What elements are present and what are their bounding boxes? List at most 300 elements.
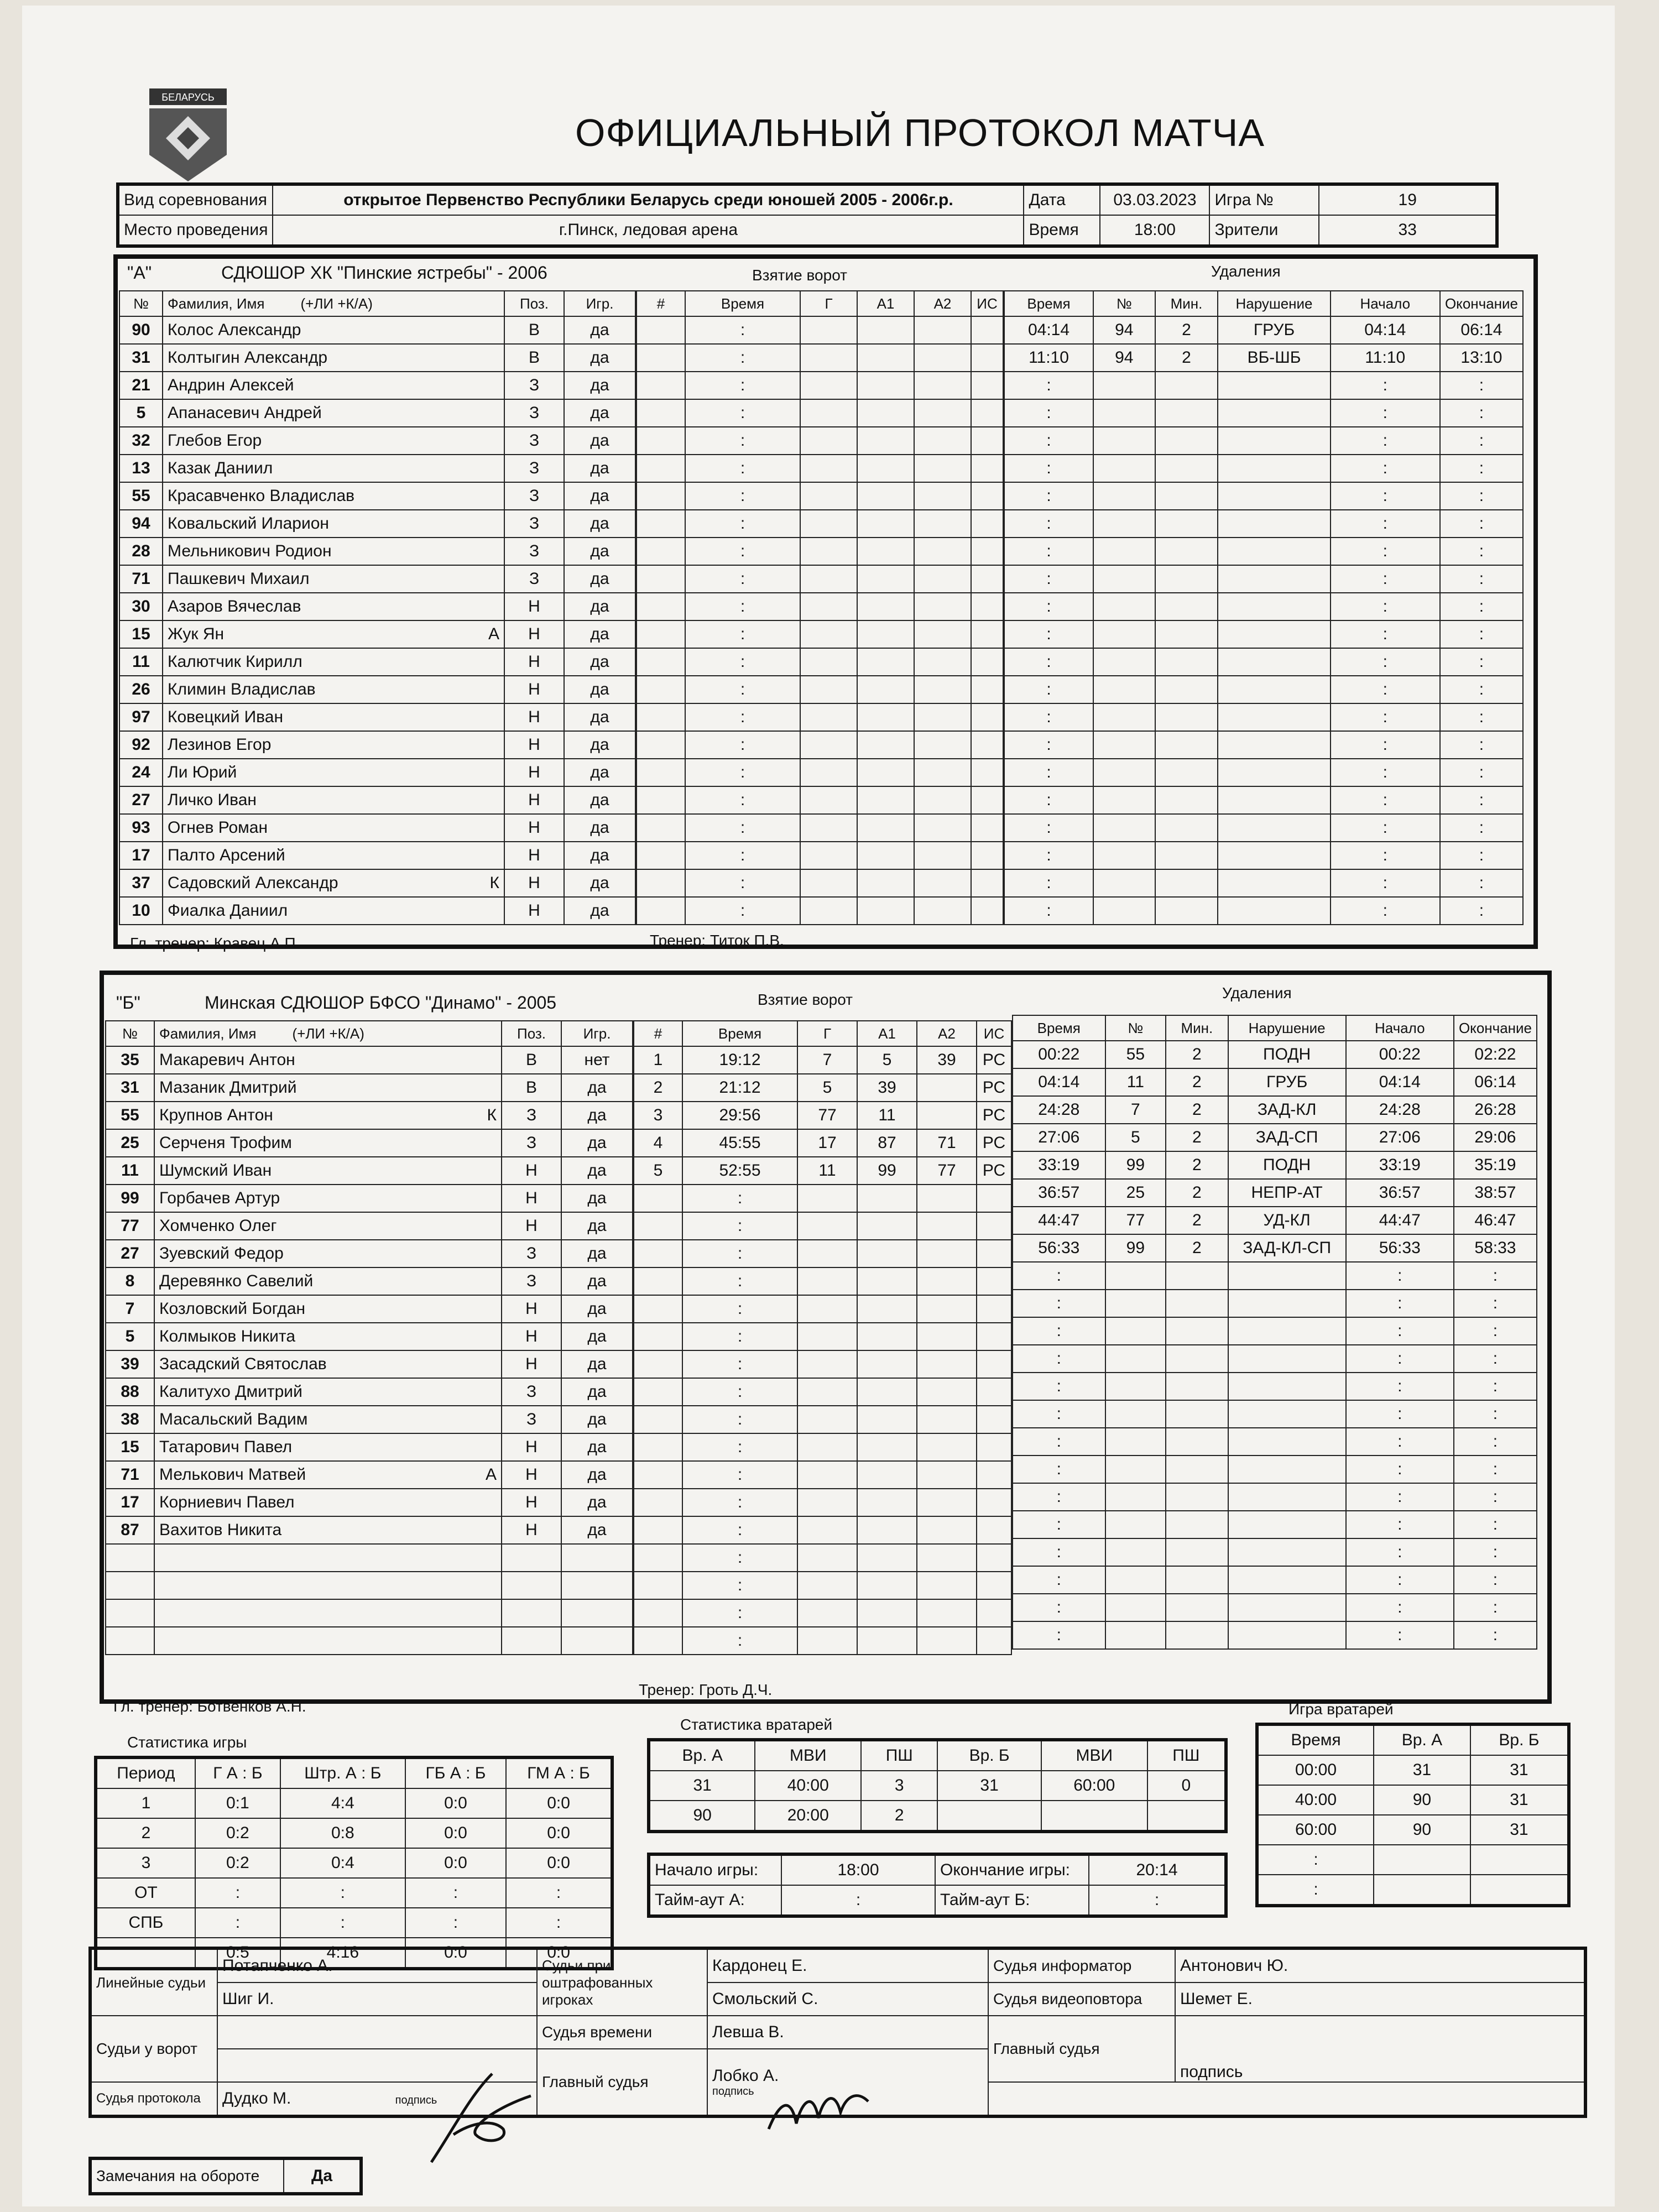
penalty-end: : (1440, 593, 1523, 620)
stat-cell: : (195, 1908, 280, 1938)
penalty-row (1004, 786, 1523, 814)
goal-time: : (685, 482, 800, 510)
goal-scorer (797, 1378, 857, 1406)
goal-row (637, 842, 1003, 869)
goal-index (637, 842, 685, 869)
penalty-row (1013, 1373, 1537, 1400)
penalty-end: : (1440, 427, 1523, 455)
penalty-row (1013, 1538, 1537, 1566)
player-row (119, 344, 635, 372)
goal-time: : (682, 1323, 797, 1350)
goal-situation (977, 1433, 1011, 1461)
col-pen-end: Окончание (1440, 291, 1523, 316)
penalty-time: : (1004, 786, 1093, 814)
goal-time: : (685, 759, 800, 786)
penalty-time: : (1013, 1538, 1105, 1566)
penalty-infraction (1228, 1483, 1346, 1511)
goal-row (634, 1267, 1011, 1295)
goal-scorer (800, 897, 857, 925)
goal-assist-1 (857, 1240, 917, 1267)
player-name-cell (154, 1627, 502, 1655)
player-played: да (564, 731, 635, 759)
penalty-start: : (1331, 399, 1440, 427)
penalty-minutes: 2 (1166, 1068, 1228, 1096)
penalty-infraction: ГРУБ (1218, 316, 1330, 344)
penalty-row (1004, 593, 1523, 620)
player-name: Садовский Александр (168, 874, 338, 892)
player-number: 5 (106, 1323, 154, 1350)
goal-row (634, 1295, 1011, 1323)
penalty-start: : (1346, 1538, 1454, 1566)
team-b-penalties-caption: Удаления (1222, 984, 1292, 1001)
penalty-end: : (1454, 1317, 1537, 1345)
penalty-row (1004, 869, 1523, 897)
stat-cell: 0 (1147, 1771, 1226, 1801)
goal-time: : (685, 455, 800, 482)
goal-index (637, 786, 685, 814)
player-number: 55 (106, 1102, 154, 1129)
col-played: Игр. (564, 291, 635, 316)
goal-situation (977, 1489, 1011, 1516)
player-row (119, 427, 635, 455)
goal-situation: РС (977, 1129, 1011, 1157)
player-position: З (504, 482, 564, 510)
goal-row (637, 593, 1003, 620)
player-played: да (564, 538, 635, 565)
goal-assist-2 (914, 759, 971, 786)
player-name-cell (154, 1599, 502, 1627)
penalty-minutes: 2 (1155, 344, 1218, 372)
stat-header: Время (1257, 1724, 1374, 1755)
goal-assist-2 (914, 897, 971, 925)
stat-cell: 0:0 (405, 1818, 506, 1848)
penalty-time: : (1004, 372, 1093, 399)
goal-judges-label: Судьи у ворот (90, 2016, 217, 2082)
penalty-start: : (1346, 1483, 1454, 1511)
penalty-row (1013, 1068, 1537, 1096)
goal-index (634, 1544, 682, 1572)
goal-scorer (800, 316, 857, 344)
goal-time: : (682, 1406, 797, 1433)
goal-assist-2 (917, 1102, 977, 1129)
goal-situation (971, 593, 1003, 620)
goal-assist-2 (914, 316, 971, 344)
penalty-minutes (1155, 842, 1218, 869)
penalty-end: 06:14 (1440, 316, 1523, 344)
player-name-cell (154, 1516, 502, 1544)
goal-situation (977, 1378, 1011, 1406)
notes-table (88, 2157, 363, 2195)
linesman-2: Шиг И. (217, 1983, 537, 2016)
player-name: Мельникович Родион (168, 542, 332, 560)
goal-scorer (800, 703, 857, 731)
penalty-player: 77 (1105, 1207, 1166, 1234)
goal-situation (977, 1323, 1011, 1350)
game-stats-caption: Статистика игры (127, 1734, 247, 1751)
penalty-end: : (1440, 482, 1523, 510)
player-row (106, 1350, 633, 1378)
scorer-signature (420, 2063, 542, 2173)
goal-scorer (797, 1267, 857, 1295)
player-row (119, 842, 635, 869)
goal-scorer (800, 455, 857, 482)
player-position (502, 1599, 561, 1627)
team-a-letter: "А" (127, 263, 152, 283)
chief-referee-label-right: Главный судья (988, 2016, 1175, 2082)
goal-index (637, 814, 685, 842)
goal-assist-2 (914, 676, 971, 703)
goal-assist-2 (914, 538, 971, 565)
penalty-infraction (1218, 593, 1330, 620)
goal-assist-1 (857, 648, 914, 676)
player-name: Макаревич Антон (159, 1051, 295, 1069)
player-name-cell (163, 399, 504, 427)
competition-label: Вид соревнования (118, 184, 273, 215)
team-a-goals-caption: Взятие ворот (752, 267, 847, 284)
team-a-penalties (1004, 290, 1524, 925)
player-name-cell (163, 427, 504, 455)
penalty-start: : (1346, 1373, 1454, 1400)
penalty-start: : (1346, 1428, 1454, 1455)
goal-row (637, 759, 1003, 786)
col-pos: Поз. (502, 1021, 561, 1046)
video-value: Шемет Е. (1175, 1983, 1585, 2016)
goal-assist-1 (857, 482, 914, 510)
goal-assist-1 (857, 842, 914, 869)
goal-assist-1 (857, 1350, 917, 1378)
penalty-infraction (1218, 842, 1330, 869)
penalty-time: : (1013, 1290, 1105, 1317)
penalty-end: 38:57 (1454, 1179, 1537, 1207)
player-position: Н (502, 1323, 561, 1350)
penalty-infraction (1218, 869, 1330, 897)
penalty-start: : (1331, 482, 1440, 510)
penalty-start: : (1331, 759, 1440, 786)
goal-time: : (682, 1267, 797, 1295)
penalty-player (1093, 427, 1155, 455)
penalty-minutes (1155, 427, 1218, 455)
goal-assist-1 (857, 703, 914, 731)
penalty-infraction: ЗАД-КЛ-СП (1228, 1234, 1346, 1262)
penalty-end: : (1454, 1400, 1537, 1428)
goal-row (637, 869, 1003, 897)
player-name: Калютчик Кирилл (168, 653, 302, 671)
start-label: Начало игры: (649, 1854, 781, 1885)
player-number: 27 (119, 786, 163, 814)
team-b-trainer: Тренер: Гроть Д.Ч. (639, 1681, 773, 1698)
goal-assist-2 (917, 1240, 977, 1267)
player-name: Засадский Святослав (159, 1355, 327, 1373)
stat-cell: 1 (96, 1788, 195, 1818)
game-no-label: Игра № (1209, 184, 1319, 215)
player-position: Н (502, 1157, 561, 1185)
penalty-player (1093, 538, 1155, 565)
penalty-end: : (1440, 565, 1523, 593)
player-name-cell (154, 1461, 502, 1489)
goal-situation (971, 538, 1003, 565)
goal-assist-2 (914, 372, 971, 399)
player-name-cell (163, 593, 504, 620)
team-b-letter: "Б" (116, 993, 140, 1013)
penalty-start: : (1331, 842, 1440, 869)
goal-situation (971, 676, 1003, 703)
goal-assist-1 (857, 731, 914, 759)
goal-scorer (800, 344, 857, 372)
player-played: да (561, 1489, 633, 1516)
goal-scorer: 11 (797, 1157, 857, 1185)
penalty-minutes (1155, 731, 1218, 759)
penalty-infraction (1218, 565, 1330, 593)
player-position: З (502, 1129, 561, 1157)
penalty-infraction (1218, 399, 1330, 427)
goal-scorer (800, 842, 857, 869)
penalty-player (1093, 648, 1155, 676)
player-name-cell (163, 786, 504, 814)
player-captain-mark: К (489, 874, 499, 892)
goal-assist-2 (914, 869, 971, 897)
player-played: да (564, 455, 635, 482)
player-row (119, 731, 635, 759)
penalty-start: 04:14 (1346, 1068, 1454, 1096)
player-name: Лезинов Егор (168, 735, 272, 754)
goal-row (637, 482, 1003, 510)
goal-assist-1 (857, 1406, 917, 1433)
player-played (561, 1544, 633, 1572)
stat-cell (1470, 1845, 1569, 1875)
goal-assist-1 (857, 676, 914, 703)
player-name: Палто Арсений (168, 846, 285, 864)
goal-time: 52:55 (682, 1157, 797, 1185)
goal-situation (971, 620, 1003, 648)
player-row (119, 814, 635, 842)
goal-assist-2 (914, 427, 971, 455)
goal-time: : (685, 731, 800, 759)
stat-cell: : (506, 1878, 612, 1908)
goal-time: : (685, 372, 800, 399)
penalty-minutes (1155, 510, 1218, 538)
goal-row (637, 427, 1003, 455)
goal-time: : (685, 814, 800, 842)
penalty-infraction (1218, 703, 1330, 731)
player-name: Калитухо Дмитрий (159, 1383, 302, 1401)
goal-assist-2 (917, 1406, 977, 1433)
penalty-infraction: УД-КЛ (1228, 1207, 1346, 1234)
stat-header: Вр. Б (1470, 1724, 1569, 1755)
stat-cell: 40:00 (1257, 1785, 1374, 1815)
player-position: З (502, 1102, 561, 1129)
goal-time: 45:55 (682, 1129, 797, 1157)
goal-assist-1 (857, 1433, 917, 1461)
goal-assist-1 (857, 1212, 917, 1240)
player-row (119, 538, 635, 565)
player-position: З (502, 1406, 561, 1433)
penalty-player (1105, 1262, 1166, 1290)
player-row (119, 759, 635, 786)
stat-cell: 0:4 (280, 1848, 405, 1878)
stat-cell: 60:00 (1041, 1771, 1147, 1801)
goal-situation (977, 1240, 1011, 1267)
goal-assist-2 (914, 344, 971, 372)
player-number: 8 (106, 1267, 154, 1295)
goal-row (634, 1572, 1011, 1599)
goal-index (637, 399, 685, 427)
goal-assist-1 (857, 344, 914, 372)
penalty-end: : (1440, 455, 1523, 482)
goal-assist-2 (914, 593, 971, 620)
player-row (106, 1544, 633, 1572)
penalty-box-label: Судьи при оштрафованных игроках (537, 1948, 707, 2016)
penalty-end: : (1440, 703, 1523, 731)
stat-cell: : (506, 1908, 612, 1938)
player-position: З (504, 399, 564, 427)
goal-assist-1 (857, 1489, 917, 1516)
col-pen-end: Окончание (1454, 1015, 1537, 1041)
player-name-cell (154, 1433, 502, 1461)
penalty-judge-2: Смольский С. (707, 1983, 988, 2016)
goal-index (634, 1378, 682, 1406)
goal-situation (977, 1350, 1011, 1378)
team-b-goals (633, 1020, 1012, 1655)
penalty-start: : (1331, 372, 1440, 399)
col-name: Фамилия, Имя (+ЛИ +К/А) (163, 291, 504, 316)
penalty-time: : (1013, 1594, 1105, 1621)
penalty-row (1013, 1317, 1537, 1345)
penalty-row (1013, 1151, 1537, 1179)
penalty-time: 44:47 (1013, 1207, 1105, 1234)
goal-situation (971, 510, 1003, 538)
goal-situation (971, 759, 1003, 786)
player-position: З (502, 1378, 561, 1406)
player-row (106, 1240, 633, 1267)
player-played: да (564, 372, 635, 399)
goal-situation (977, 1295, 1011, 1323)
goal-scorer (800, 620, 857, 648)
player-name-cell (154, 1129, 502, 1157)
start-value: 18:00 (781, 1854, 935, 1885)
notes-label: Замечания на обороте (90, 2158, 284, 2194)
goal-time: : (682, 1350, 797, 1378)
goal-scorer (797, 1572, 857, 1599)
player-name: Апанасевич Андрей (168, 404, 322, 422)
player-row (119, 316, 635, 344)
player-name-cell (154, 1267, 502, 1295)
player-row (106, 1461, 633, 1489)
stat-cell: 3 (96, 1848, 195, 1878)
goal-row (637, 344, 1003, 372)
goal-situation (977, 1627, 1011, 1655)
player-name-cell (154, 1323, 502, 1350)
penalty-infraction (1228, 1566, 1346, 1594)
goal-assist-2 (914, 703, 971, 731)
penalty-row (1013, 1455, 1537, 1483)
goal-assist-1 (857, 1378, 917, 1406)
goal-index (637, 703, 685, 731)
goal-row (637, 510, 1003, 538)
penalty-start: : (1346, 1262, 1454, 1290)
stat-header: Вр. Б (937, 1740, 1041, 1771)
goal-judge-1 (217, 2016, 537, 2049)
goal-situation (971, 372, 1003, 399)
penalty-infraction (1228, 1262, 1346, 1290)
player-name-cell (163, 455, 504, 482)
penalty-player (1093, 676, 1155, 703)
penalty-infraction (1228, 1621, 1346, 1649)
player-position: Н (502, 1212, 561, 1240)
penalty-start: : (1331, 593, 1440, 620)
player-position: Н (502, 1295, 561, 1323)
col-goal-time: Время (682, 1021, 797, 1046)
goal-index (634, 1185, 682, 1212)
game-times-table (647, 1853, 1228, 1918)
penalty-start: : (1331, 620, 1440, 648)
team-b-coach: Гл. тренер: Ботвенков А.Н. (113, 1698, 306, 1715)
stat-row (649, 1801, 1226, 1832)
penalty-minutes (1166, 1538, 1228, 1566)
penalty-minutes (1166, 1345, 1228, 1373)
player-number (106, 1599, 154, 1627)
player-name-cell (163, 676, 504, 703)
referee-signature-label: подпись (712, 2085, 754, 2098)
player-number: 71 (119, 565, 163, 593)
penalty-row (1004, 538, 1523, 565)
goal-row (637, 620, 1003, 648)
player-row (106, 1267, 633, 1295)
penalty-time: : (1013, 1483, 1105, 1511)
stat-cell: 0:0 (405, 1938, 506, 1969)
penalty-start: 56:33 (1346, 1234, 1454, 1262)
goal-assist-2 (914, 731, 971, 759)
player-row (119, 897, 635, 925)
stat-cell: : (1257, 1875, 1374, 1906)
goal-index (637, 316, 685, 344)
player-number: 90 (119, 316, 163, 344)
player-played: да (561, 1267, 633, 1295)
goal-assist-1 (857, 399, 914, 427)
penalty-time: : (1013, 1345, 1105, 1373)
goal-scorer (797, 1406, 857, 1433)
stat-row (1257, 1815, 1569, 1845)
penalty-infraction (1218, 372, 1330, 399)
goal-situation (971, 455, 1003, 482)
penalty-player (1105, 1345, 1166, 1373)
player-number: 26 (119, 676, 163, 703)
player-name-cell (163, 510, 504, 538)
penalty-player (1105, 1317, 1166, 1345)
goalie-play-caption: Игра вратарей (1288, 1700, 1394, 1718)
penalty-start: 04:14 (1331, 316, 1440, 344)
goal-scorer (797, 1544, 857, 1572)
penalty-time: : (1004, 427, 1093, 455)
goal-situation (971, 648, 1003, 676)
goal-row (637, 676, 1003, 703)
player-number: 88 (106, 1378, 154, 1406)
stat-header: ПШ (861, 1740, 937, 1771)
col-goal-a1: А1 (857, 1021, 917, 1046)
team-a-roster (119, 290, 636, 925)
penalty-end: : (1440, 648, 1523, 676)
goal-time: : (685, 316, 800, 344)
goal-assist-2: 71 (917, 1129, 977, 1157)
goal-row (637, 786, 1003, 814)
timekeeper-value: Левша В. (707, 2016, 988, 2049)
goal-row (634, 1489, 1011, 1516)
goalie-play-table (1255, 1723, 1571, 1907)
penalty-player (1093, 510, 1155, 538)
player-played: да (564, 759, 635, 786)
player-name: Мазаник Дмитрий (159, 1078, 297, 1097)
player-played: да (564, 676, 635, 703)
player-row (106, 1489, 633, 1516)
